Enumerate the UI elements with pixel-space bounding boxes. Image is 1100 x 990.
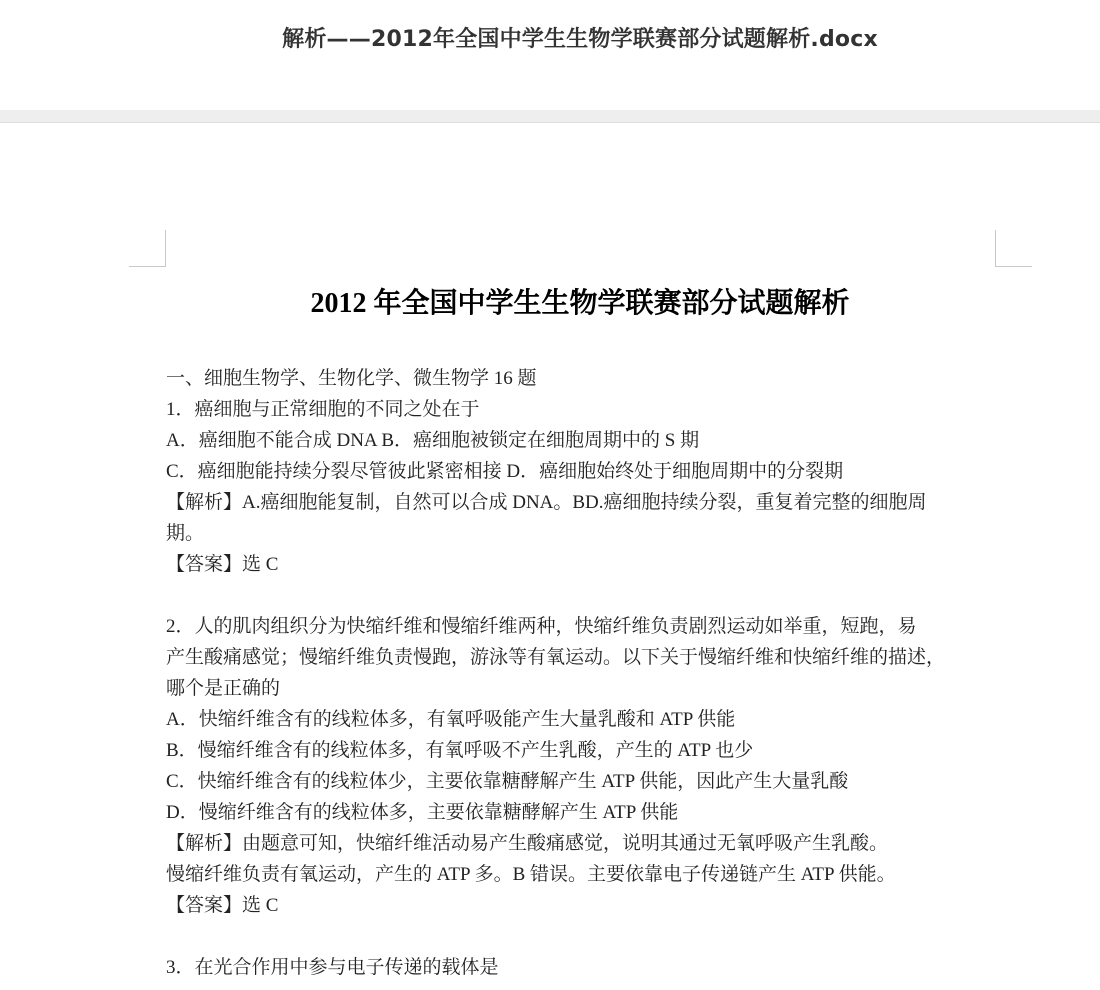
- document-page: [0, 123, 1100, 990]
- question-2-stem-cont: 产生酸痛感觉；慢缩纤维负责慢跑，游泳等有氧运动。以下关于慢缩纤维和快缩纤维的描述，: [166, 647, 946, 668]
- document-body: [166, 363, 1002, 983]
- paragraph-gap: [166, 921, 1002, 952]
- document-title: 2012 年全国中学生生物学联赛部分试题解析: [310, 288, 850, 319]
- margin-corner-top-right: [995, 230, 1032, 267]
- question-2-answer: 【答案】选 C: [166, 895, 279, 916]
- question-2-option-b: B．慢缩纤维含有的线粒体多，有氧呼吸不产生乳酸，产生的 ATP 也少: [166, 740, 754, 761]
- toolbar-divider: [0, 110, 1100, 122]
- question-1-option-ab: A．癌细胞不能合成 DNA B．癌细胞被锁定在细胞周期中的 S 期: [166, 430, 700, 451]
- paragraph-gap: [166, 580, 1002, 611]
- question-1-option-cd: C．癌细胞能持续分裂尽管彼此紧密相接 D．癌细胞始终处于细胞周期中的分裂期: [166, 461, 844, 482]
- question-2-stem-end: 哪个是正确的: [166, 678, 281, 699]
- margin-corner-top-left: [129, 230, 166, 267]
- question-1-answer: 【答案】选 C: [166, 554, 279, 575]
- section-heading: 一、细胞生物学、生物化学、微生物学 16 题: [166, 368, 537, 389]
- question-2-analysis: 【解析】由题意可知，快缩纤维活动易产生酸痛感觉，说明其通过无氧呼吸产生乳酸。: [166, 833, 889, 854]
- question-1-stem: 1．癌细胞与正常细胞的不同之处在于: [166, 399, 480, 420]
- question-2-option-a: A．快缩纤维含有的线粒体多，有氧呼吸能产生大量乳酸和 ATP 供能: [166, 709, 736, 730]
- question-2-analysis-cont: 慢缩纤维负责有氧运动，产生的 ATP 多。B 错误。主要依靠电子传递链产生 ATP 供能。: [166, 864, 896, 885]
- question-3-stem: 3．在光合作用中参与电子传递的载体是: [166, 957, 499, 978]
- file-title: 解析——2012年全国中学生生物学联赛部分试题解析.docx: [282, 27, 878, 52]
- question-1-analysis-cont: 期。: [166, 523, 205, 544]
- question-2-option-d: D．慢缩纤维含有的线粒体多，主要依靠糖酵解产生 ATP 供能: [166, 802, 679, 823]
- question-1-analysis: 【解析】A.癌细胞能复制，自然可以合成 DNA。BD.癌细胞持续分裂，重复着完整的细胞周: [166, 492, 927, 513]
- question-2-stem: 2．人的肌肉组织分为快缩纤维和慢缩纤维两种，快缩纤维负责剧烈运动如举重，短跑，易: [166, 616, 917, 637]
- question-2-option-c: C．快缩纤维含有的线粒体少，主要依靠糖酵解产生 ATP 供能，因此产生大量乳酸: [166, 771, 849, 792]
- title-bar: [0, 0, 1100, 110]
